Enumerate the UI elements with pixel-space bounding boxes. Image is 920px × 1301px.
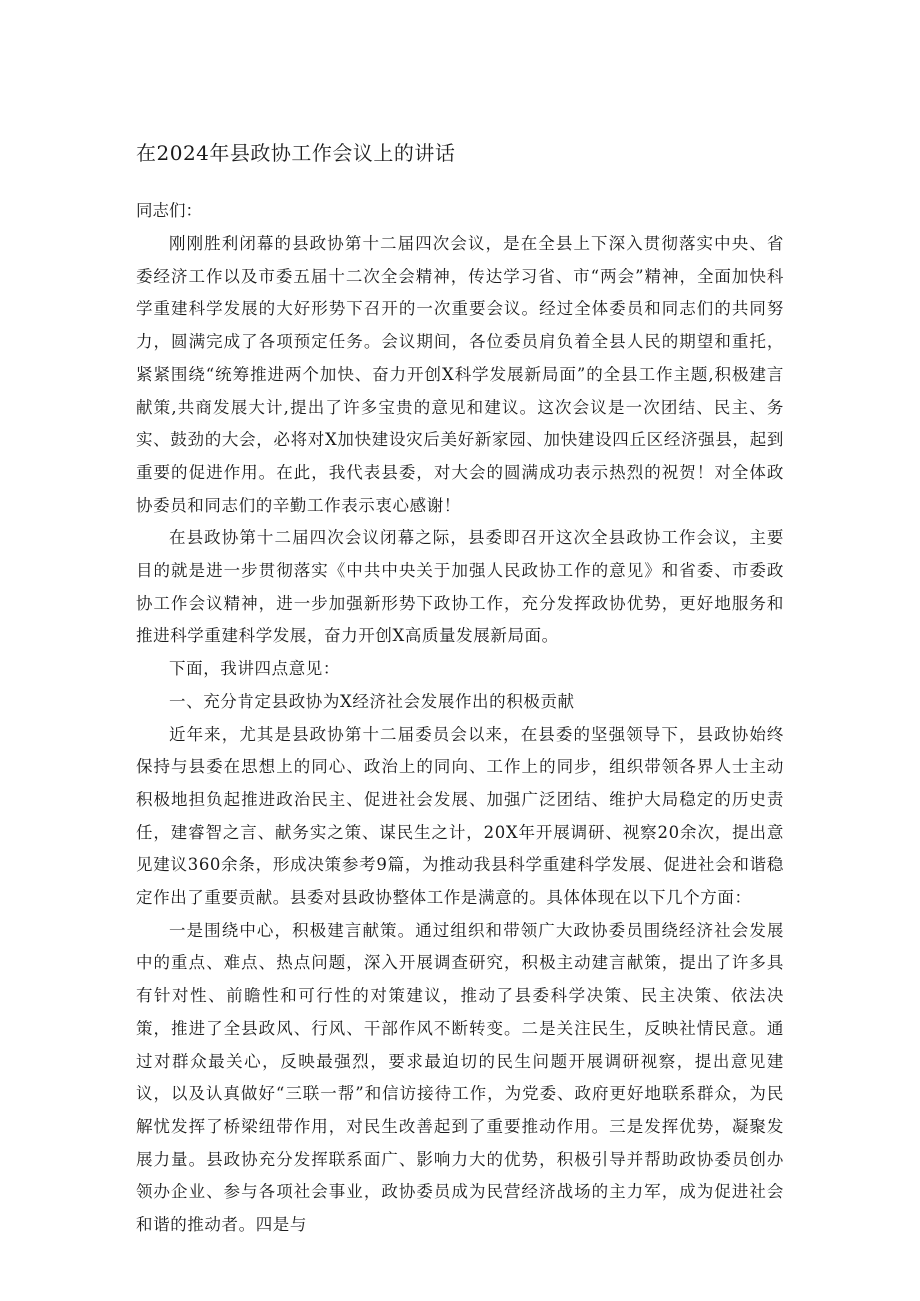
paragraph-opening: 刚刚胜利闭幕的县政协第十二届四次会议，是在全县上下深入贯彻落实中央、省委经济工作以及市委五届十二次全会精神，传达学习省、市“两会”精神，全面加快科学重建科学发展的大好形势下召开的一次重要会议。经过全体委员和同志们的共同努力，圆满完成了各项预定任务。会议期间，各位委员肩负着全县人民的期望和重托，紧紧围绕“统筹推进两个加快、奋力开创X科学发展新局面”的全县工作主题,积极建言献策,共商发展大计,提出了许多宝贵的意见和建议。这次会议是一次团结、民主、务实、鼓劲的大会，必将对X加快建设灾后美好新家园、加快建设四丘区经济强县，起到重要的促进作用。在此，我代表县委，对大会的圆满成功表示热烈的祝贺！对全体政协委员和同志们的辛勤工作表示衷心感谢！ <box>136 234 784 515</box>
salutation: 同志们： <box>136 201 202 220</box>
paragraph-purpose: 在县政协第十二届四次会议闭幕之际，县委即召开这次全县政协工作会议，主要目的就是进一步贯彻落实《中共中央关于加强人民政协工作的意见》和省委、市委政协工作会议精神，进一步加强新形势下政协工作，充分发挥政协优势，更好地服务和推进科学重建科学发展，奋力开创X高质量发展新局面。 <box>136 528 784 646</box>
section-heading-1: 一、充分肯定县政协为X经济社会发展作出的积极贡献 <box>169 691 575 711</box>
document-title: 在2024年县政协工作会议上的讲话 <box>136 141 456 165</box>
paragraph-achievements: 近年来，尤其是县政协第十二届委员会以来，在县委的坚强领导下，县政协始终保持与县委在思想上的同心、政治上的同向、工作上的同步，组织带领各界人士主动积极地担负起推进政治民主、促进社会发展、加强广泛团结、维护大局稳定的历史责任，建睿智之言、献务实之策、谋民生之计，20X年开展调研、视察20余次，提出意见建议360余条，形成决策参考9篇，为推动我县科学重建科学发展、促进社会和谐稳定作出了重要贡献。县委对县政协整体工作是满意的。具体体现在以下几个方面： <box>136 724 784 908</box>
paragraph-intro-points: 下面，我讲四点意见： <box>169 659 340 679</box>
paragraph-aspects: 一是围绕中心，积极建言献策。通过组织和带领广大政协委员围绕经济社会发展中的重点、难点、热点问题，深入开展调查研究，积极主动建言献策，提出了许多具有针对性、前瞻性和可行性的对策建议，推动了县委科学决策、民主决策、依法决策，推进了全县政风、行风、干部作风不断转变。二是关注民生，反映社情民意。通过对群众最关心，反映最强烈，要求最迫切的民生问题开展调研视察，提出意见建议，以及认真做好“三联一帮”和信访接待工作，为党委、政府更好地联系群众，为民解忧发挥了桥梁纽带作用，对民生改善起到了重要推动作用。三是发挥优势，凝聚发展力量。县政协充分发挥联系面广、影响力大的优势，积极引导并帮助政协委员创办领办企业、参与各项社会事业，政协委员成为民营经济战场的主力军，成为促进社会和谐的推动者。四是与 <box>136 920 784 1235</box>
document-body <box>136 138 784 1242</box>
